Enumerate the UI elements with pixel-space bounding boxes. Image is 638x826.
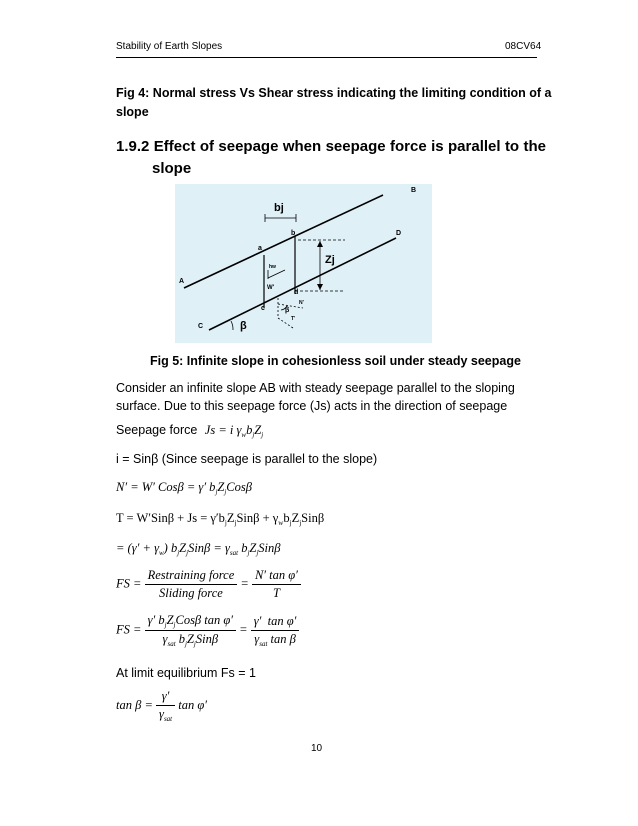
eq-fs-definition: FS = $\frac{\text{Restraining force}}{\text{Sliding force}}$ = $\frac{\text{N′ tan φ′}}{T}$: [116, 568, 301, 601]
label-beta-base: β: [240, 320, 247, 332]
label-d-upper: D: [396, 230, 402, 237]
seepage-force-line: [116, 421, 263, 444]
paragraph-seepage: Consider an infinite slope AB with steady seepage parallel to the sloping surface. Due to this seepage force (Js) acts in the direction of seepage: [116, 381, 515, 413]
eq-shear-force: $T = W'Sin\beta + Js = \gamma'b_jZ_jSin\beta + \gamma_wb_jZ_jSin\beta$: [116, 511, 325, 527]
fig5-caption: Fig 5: Infinite slope in cohesionless soil under steady seepage: [150, 354, 521, 368]
eq-tan-beta: tan β = $\frac{\gamma'}{\gamma_{sat}}$ tan φ′: [116, 689, 207, 723]
eq-shear-combined: = $(\gamma' + \gamma_w)$ $b_jZ_jSin\beta = \gamma_{sat}$ $b_jZ_jSin\beta$: [116, 541, 281, 557]
label-weight: W': [267, 285, 275, 291]
label-normal: N': [299, 300, 304, 306]
seepage-label: Seepage force: [116, 423, 198, 437]
header-divider: [116, 57, 537, 58]
fs-denominator: Sliding force: [159, 586, 223, 600]
label-a-upper: A: [179, 278, 185, 285]
eq-normal-force: N′ = W′ Cosβ = γ′ $b_jZ_jCos\beta$: [116, 480, 252, 496]
page-number: 10: [311, 743, 323, 754]
fig4-caption: Fig 4: Normal stress Vs Shear stress indicating the limiting condition of a slope: [116, 86, 552, 119]
i-definition: i = Sinβ (Since seepage is parallel to the slope): [116, 452, 378, 466]
label-hw: hw: [269, 264, 276, 270]
label-d-lower: d: [294, 289, 299, 296]
section-heading-text: 1.9.2 Effect of seepage when seepage force is parallel to the slope: [116, 138, 546, 177]
limit-equilibrium-text: At limit equilibrium Fs = 1: [116, 666, 256, 680]
label-shear: T': [291, 316, 296, 322]
label-a-lower: a: [258, 245, 262, 252]
eq-fs-expanded: FS = $\frac{\gamma' b_jZ_jCos\beta \tan \varphi'}{\gamma_{sat} b_jZ_jSin\beta}$ = $\frac{\text{γ′ tan φ′}}{\gamma_{sat} \tan \beta}$: [116, 613, 299, 648]
fs-numerator: Restraining force: [147, 568, 235, 582]
header-code: 08CV64: [505, 41, 542, 52]
label-beta-slice: β: [285, 307, 290, 314]
surface-line-cd: [209, 238, 396, 330]
label-b-upper: B: [411, 187, 417, 194]
label-b-lower: b: [291, 230, 296, 237]
slope-diagram: [175, 184, 432, 343]
label-c-upper: C: [198, 323, 204, 330]
section-heading: [116, 136, 546, 180]
label-c-lower: c: [261, 305, 265, 312]
header-title: Stability of Earth Slopes: [116, 41, 223, 52]
eq-seepage: Js = i $\gamma_wb_jZ_j$: [204, 423, 264, 439]
label-zj: Zj: [325, 254, 335, 266]
label-bj: bj: [274, 202, 284, 214]
